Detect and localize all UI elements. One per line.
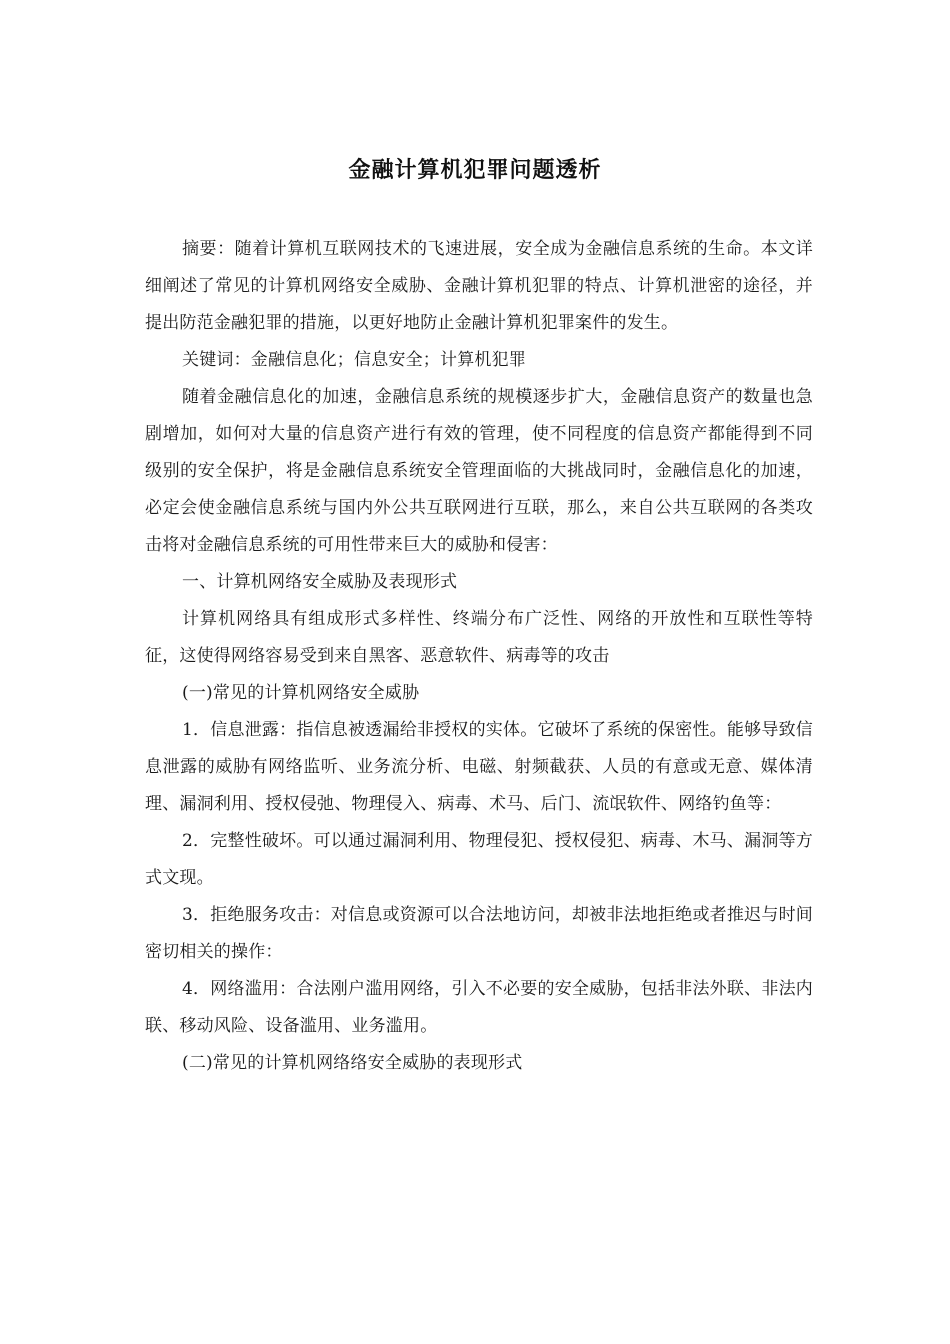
keywords-paragraph: 关键词：金融信息化；信息安全；计算机犯罪 (182, 350, 526, 370)
section-heading-1: 一、计算机网络安全威胁及表现形式 (182, 572, 458, 592)
list-item-1: 1．信息泄露：指信息被透漏给非授权的实体。它破坏了系统的保密性。能够导致信息泄露的威胁有网络监听、业务流分析、电磁、射频截获、人员的有意或无意、媒体清理、漏洞利用、授权侵弛、物理侵入、病毒、术马、后门、流氓软件、网络钓鱼等： (145, 720, 813, 814)
list-item-3: 3．拒绝服务攻击：对信息或资源可以合法地访问，却被非法地拒绝或者推迟与时间密切相关的操作： (145, 905, 813, 962)
subsection-heading-1: (一)常见的计算机网络安全威胁 (182, 683, 420, 703)
section-1-paragraph: 计算机网络具有组成形式多样性、终端分布广泛性、网络的开放性和互联性等特征，这使得网络容易受到来自黑客、恶意软件、病毒等的攻击 (145, 609, 813, 666)
intro-paragraph: 随着金融信息化的加速，金融信息系统的规模逐步扩大，金融信息资产的数量也急剧增加，如何对大量的信息资产进行有效的管理，使不同程度的信息资产都能得到不同级别的安全保护，将是金融信息系统安全管理面临的大挑战同时，金融信息化的加速，必定会使金融信息系统与国内外公共互联网进行互联，那么，来自公共互联网的各类攻击将对金融信息系统的可用性带来巨大的威胁和侵害： (145, 387, 813, 555)
abstract-paragraph: 摘要：随着计算机互联网技术的飞速进展，安全成为金融信息系统的生命。本文详细阐述了常见的计算机网络安全威胁、金融计算机犯罪的特点、计算机泄密的途径，并提出防范金融犯罪的措施，以更好地防止金融计算机犯罪案件的发生。 (145, 239, 813, 333)
subsection-heading-2: (二)常见的计算机网络络安全威胁的表现形式 (182, 1053, 523, 1073)
document-title: 金融计算机犯罪问题透析 (348, 158, 602, 183)
list-item-4: 4．网络滥用：合法刚户滥用网络，引入不必要的安全威胁，包括非法外联、非法内联、移动风险、设备滥用、业务滥用。 (145, 979, 813, 1036)
document-body (145, 231, 813, 1082)
list-item-2: 2．完整性破坏。可以通过漏洞利用、物理侵犯、授权侵犯、病毒、木马、漏洞等方式文现。 (145, 831, 813, 888)
